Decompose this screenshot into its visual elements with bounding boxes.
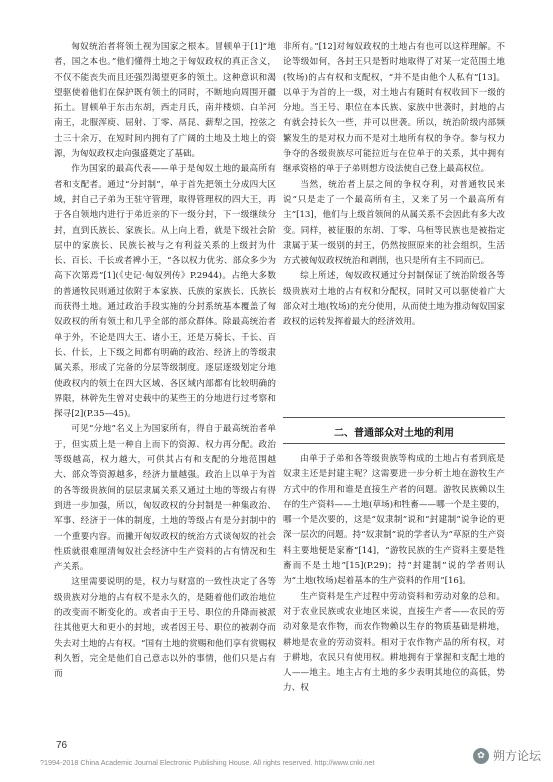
right-text-column-top xyxy=(283,40,505,420)
section-rule-top xyxy=(283,417,505,418)
paragraph: 可见“分地”名义上为国家所有，得自于最高统治者单于，但实质上是一种自上而下的资源、权力再分配。政治等级越高，权力越大，可供其占有和支配的分地范围越大、部众等资源越多，经济力量越强。政治上以单于为首的各等级贵族间的层层隶属关系又通过土地的等级占有得到进一步加强，所以，匈奴政权的分封制是一种集政治、军事、经济于一体的制度，土地的等级占有是分封制中的一个重要内容。而撇开匈奴政权的统治方式谈匈奴的社会性质就很难厘清匈奴社会经济中生产资料的占有情况和生产关系。 xyxy=(54,424,276,573)
page-number: 76 xyxy=(56,740,68,751)
paragraph: 这里需要说明的是，权力与财富的一致性决定了各等级贵族对分地的占有权不是永久的，是随着他们政治地位的改变而不断变化的。或者由于王号、职位的升降而被派往其他更大和更小的封地，或者因王号、职位的被剥夺而失去对土地的占有权。“国有土地的赏赐和他们享有赏赐权利久暂，完全是他们自己意志以外的事情，他们只是占有而 xyxy=(54,577,276,680)
right-text-column-bottom xyxy=(283,452,505,737)
watermark xyxy=(473,747,541,764)
paragraph: 当然，统治者上层之间的争权夺利，对普通牧民来说“只是走了一个最高所有主，又来了另一个最高所有主”[13]，他们与上级首领间的从属关系不会因此有多大改变。同样，被征服的东胡、丁零、乌桓等民族也是被指定隶属于某一级别的封王，仍然按照原来的社会组织，生活方式被匈奴政权统治和剥削，也只是所有主不同而已。 xyxy=(283,179,505,267)
left-text-column xyxy=(54,40,276,682)
paragraph: 生产资料是生产过程中劳动资料和劳动对象的总和。对于农业民族或农业地区来说，直接生产者——农民的劳动对象是农作物，而农作物赖以生存的物质基础是耕地，耕地是农业的劳动资料。相对于农作物产品的所有权，对于耕地，农民只有使用权。耕地拥有于掌握和支配土地的人——地主。地主占有土地的多少表明其地位的高低，势力、权 xyxy=(283,591,505,694)
wechat-icon: ✿ xyxy=(473,748,489,764)
paragraph: 非所有。”[12]对匈奴政权的土地占有也可以这样理解。不论等级如何，各封王只是暂时地取得了对某一定范围土地(牧场)的占有权和支配权，“并不是由他个人私有”[13]。以单于为首的上一级，对土地占有随时有权收回下一级的分地。当王号、职位在本氏族、家族中世袭时，封地的占有就会持长久一些，并可以世袭。所以，统治阶级内部频繁发生的是对权力而不是对土地所有权的争夺。参与权力争夺的各级贵族尽可能拉近与在位单于的关系，其中拥有继承资格的单于子弟则想方设法使自己登上最高权位。 xyxy=(283,42,505,175)
section-heading: 二、普通部众对土地的利用 xyxy=(334,428,454,439)
paragraph: 由单于子弟和各等级贵族等构成的土地占有者到底是奴隶主还是封建主呢？这需要进一步分析土地在游牧生产方式中的作用和谁是直接生产者的问题。游牧民族赖以生存的生产资料——土地(草场)和牲畜——哪一个是主要的，哪一个是次要的，这是“奴隶制”说和“封建制”说争论的更深一层次的问题。持“奴隶制”说的学者认为“草原的生产资料主要地便是家畜”[14]，“游牧民族的生产资料主要是牲畜而不是土地”[15](P.29)；持“封建制”说的学者则认为“土地(牧场)起着基本的生产资料的作用”[16]。 xyxy=(283,454,505,587)
paragraph: 综上所述，匈奴政权通过分封制保证了统治阶级各等级贵族对土地的占有权和分配权，同时又可以驱使着广大部众对土地(牧场)的充分使用，从而使土地为推动匈奴国家政权的运转发挥着最大的经济效用。 xyxy=(283,271,505,328)
paragraph: 作为国家的最高代表——单于是匈奴土地的最高所有者和支配者。通过“分封制”，单于首先把领土分成四大区域，封自己子弟为王驻守管理，取得管理权的四大王，再于各自领地内进行于弟近亲的下一级分封，下一级继续分封，直到氏族长、家族长。从上向上看，就是下级社会阶层中的家族长、民族长被与之有利益关系的上级封为什长、百长、千长或者裨小王，“各以权力优劣、部众多少为高下次第焉”[1](《史记·匈奴列传》P.2944)。占绝大多数的普通牧民则通过依附于本家族、氏族的家族长、氏族长而获得土地。通过政治手段实施的分封系统基本覆盖了匈奴政权的所有领土和几乎全部的部众群体。除最高统治者单于外，不论是四大王、诸小王，还是万骑长、千长、百长、什长，上下级之间都有明确的政治、经济上的等级隶属关系，形成了完备的分层等级制度。逐层逐级划定分地使政权内的领土在四大区域、各区域内部都有比较明确的界限，林幹先生曾对史载中的某些王的分地进行过考察和探寻[2](P.35—45)。 xyxy=(54,164,276,420)
paragraph: 匈奴统治者将领土视为国家之根本。冒顿单于[1]“地者，国之本也。”他们懂得土地之于匈奴政权的真正含义，不仅不能丧失而且还强烈渴望更多的领土。这种意识和渴望驱使着他们在保护既有领土的同时，不断地向周围开疆拓土。冒顿单于东击东胡，西走月氏，南并楼烦、白羊河南王，北服浑庾、屈射、丁零、鬲昆、薪犁之国，控弦之士三十余万，在短时间内拥有了广阔的土地及土地上的资源，为匈奴政权走向强盛奠定了基础。 xyxy=(54,42,276,160)
watermark-text: 朔方论坛 xyxy=(492,749,541,763)
section-rule-bottom xyxy=(283,443,505,444)
footer-copyright: ?1994-2018 China Academic Journal Electronic Publishing House. All rights reserved. http://www.cnki.net xyxy=(40,758,375,767)
